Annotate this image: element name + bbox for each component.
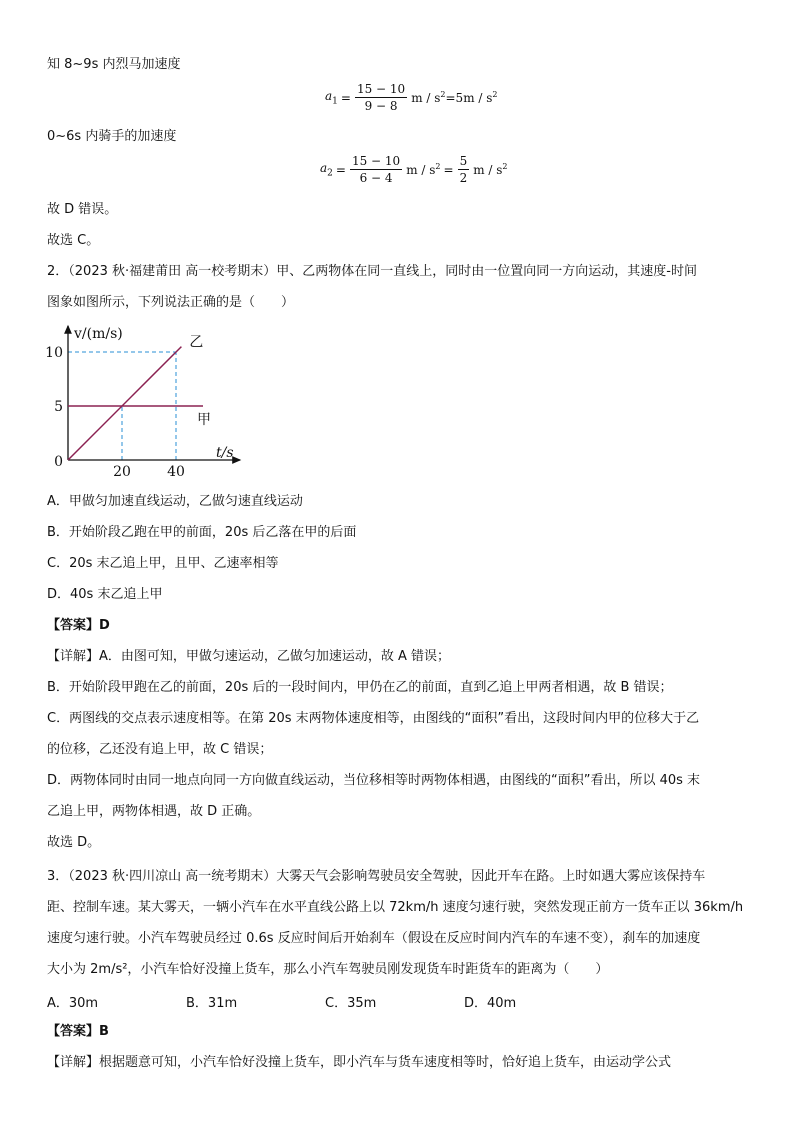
velocity-time-chart bbox=[40, 318, 250, 478]
explanation-line: C．两图线的交点表示速度相等。在第 20s 末两物体速度相等，由图线的“面积”看出，这段时间内甲的位移大于乙 bbox=[47, 711, 700, 726]
exponent: 2 bbox=[440, 90, 446, 99]
option-d: D．40m bbox=[464, 996, 517, 1011]
option-b: B．开始阶段乙跑在甲的前面，20s 后乙落在甲的后面 bbox=[47, 525, 357, 540]
question-2-stem: 2．（2023 秋·福建莆田 高一校考期末）甲、乙两物体在同一直线上，同时由一位置向同一方向运动，其速度-时间 bbox=[47, 264, 697, 279]
answer-label: 【答案】B bbox=[47, 1024, 109, 1039]
exponent: 2 bbox=[435, 162, 441, 171]
question-3-stem: 速度匀速行驶。小汽车驾驶员经过 0.6s 反应时间后开始刹车（假设在反应时间内汽车的车速不变），刹车的加速度 bbox=[47, 931, 701, 946]
fraction-denominator: 9 − 8 bbox=[364, 99, 398, 113]
fraction bbox=[350, 154, 402, 185]
equals-sign: = bbox=[340, 90, 351, 105]
option-c: C．20s 末乙追上甲，且甲、乙速率相等 bbox=[47, 556, 279, 571]
explanation-line: 乙追上甲，两物体相遇，故 D 正确。 bbox=[47, 804, 261, 819]
y-tick-label: 10 bbox=[45, 345, 63, 361]
origin-label: 0 bbox=[54, 454, 63, 470]
question-3-stem: 大小为 2m/s²，小汽车恰好没撞上货车，那么小汽车驾驶员刚发现货车时距货车的距离为（ ） bbox=[47, 962, 609, 977]
option-d: D．40s 末乙追上甲 bbox=[47, 587, 163, 602]
answer-label: 【答案】D bbox=[47, 618, 110, 633]
series-label: 乙 bbox=[189, 334, 204, 351]
fraction-numerator: 5 bbox=[459, 154, 468, 168]
formula-subscript: 2 bbox=[327, 168, 333, 179]
explanation-line: D．两物体同时由同一地点向同一方向做直线运动，当位移相等时两物体相遇，由图线的“面积”看出，所以 40s 末 bbox=[47, 773, 701, 788]
question-3-stem: 3．（2023 秋·四川凉山 高一统考期末）大雾天气会影响驾驶员安全驾驶，因此开车在路。上时如遇大雾应该保持车 bbox=[47, 869, 706, 884]
x-tick-label: 40 bbox=[167, 464, 185, 478]
text-line: 故选 C。 bbox=[47, 233, 100, 248]
x-axis-label: t/s bbox=[216, 445, 234, 461]
exponent: 2 bbox=[492, 90, 498, 99]
unit: m / s bbox=[473, 163, 503, 177]
option-a: A．30m bbox=[47, 996, 99, 1011]
series-line bbox=[68, 347, 181, 460]
explanation-line: 故选 D。 bbox=[47, 835, 101, 850]
result: =5m / s bbox=[445, 91, 493, 105]
fraction-numerator: 15 − 10 bbox=[351, 154, 401, 168]
formula-a2 bbox=[320, 154, 508, 185]
series-lines bbox=[68, 347, 203, 460]
formula-subscript: 1 bbox=[332, 96, 338, 107]
fraction bbox=[458, 154, 470, 185]
equals-sign: = bbox=[335, 162, 346, 177]
formula-symbol: a bbox=[325, 88, 333, 103]
explanation-line: 【详解】根据题意可知，小汽车恰好没撞上货车，即小汽车与货车速度相等时，恰好追上货车，由运动学公式 bbox=[47, 1055, 672, 1070]
text-line: 0~6s 内骑手的加速度 bbox=[47, 129, 177, 144]
explanation-line: 【详解】A．由图可知，甲做匀速运动，乙做匀加速运动，故 A 错误； bbox=[47, 649, 451, 664]
equals-sign: = bbox=[443, 162, 454, 177]
fraction-denominator: 6 − 4 bbox=[359, 171, 393, 185]
fraction-numerator: 15 − 10 bbox=[356, 82, 406, 96]
question-3-stem: 距、控制车速。某大雾天，一辆小汽车在水平直线公路上以 72km/h 速度匀速行驶，突然发现正前方一货车正以 36km/h bbox=[47, 900, 744, 915]
fraction-denominator: 2 bbox=[459, 171, 468, 185]
formula-a1 bbox=[325, 82, 498, 113]
option-c: C．35m bbox=[325, 996, 377, 1011]
option-b: B．31m bbox=[186, 996, 238, 1011]
fraction bbox=[355, 82, 407, 113]
x-tick-label: 20 bbox=[113, 464, 131, 478]
y-tick-label: 5 bbox=[54, 399, 63, 415]
exponent: 2 bbox=[502, 162, 508, 171]
series-label: 甲 bbox=[197, 412, 211, 428]
question-2-stem: 图象如图所示，下列说法正确的是（ ） bbox=[47, 295, 295, 310]
formula-symbol: a bbox=[320, 160, 328, 175]
question-3-options bbox=[47, 992, 747, 1011]
explanation-line: B．开始阶段甲跑在乙的前面，20s 后的一段时间内，甲仍在乙的前面，直到乙追上甲两者相遇，故 B 错误； bbox=[47, 680, 673, 695]
y-axis-label: v/(m/s) bbox=[74, 326, 123, 342]
text-line: 知 8~9s 内烈马加速度 bbox=[47, 57, 181, 72]
unit: m / s bbox=[406, 163, 436, 177]
text-line: 故 D 错误。 bbox=[47, 202, 118, 217]
option-a: A．甲做匀加速直线运动，乙做匀速直线运动 bbox=[47, 494, 303, 509]
unit: m / s bbox=[411, 91, 441, 105]
explanation-line: 的位移，乙还没有追上甲，故 C 错误； bbox=[47, 742, 273, 757]
